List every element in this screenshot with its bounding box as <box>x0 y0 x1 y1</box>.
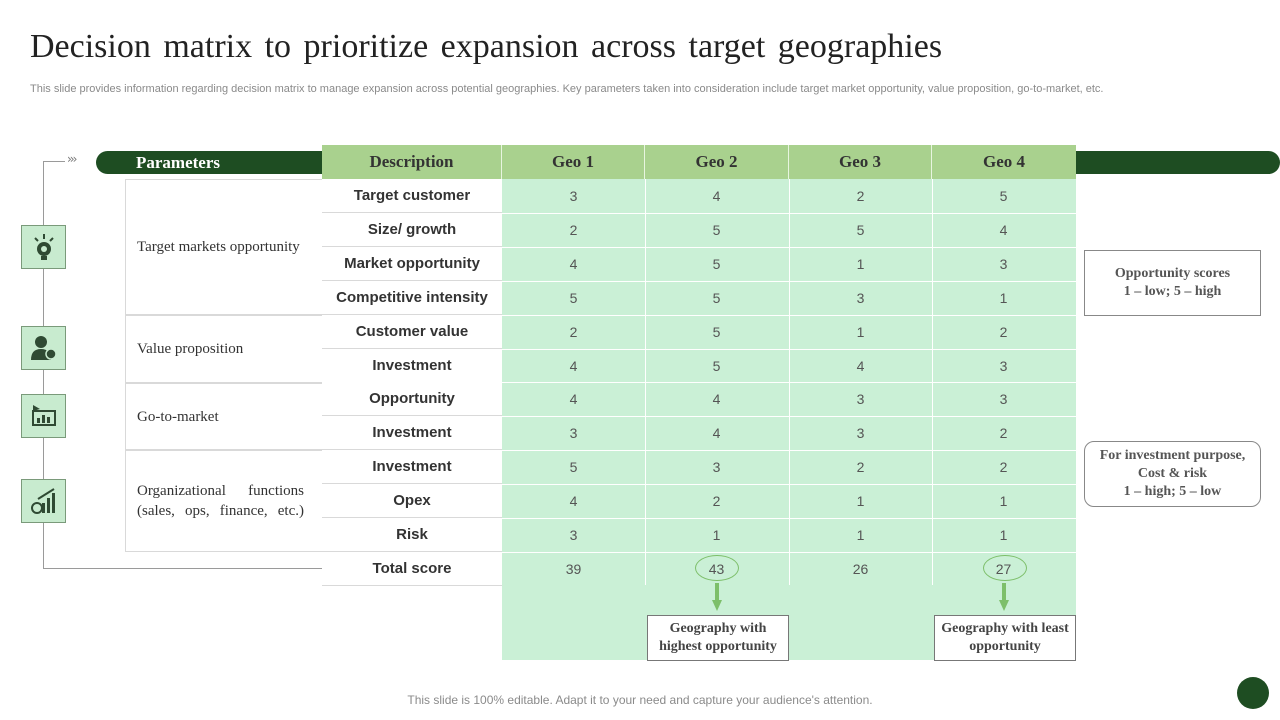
total-score-cell: 39 <box>565 561 582 577</box>
score-cell: 3 <box>856 290 865 306</box>
score-cell: 1 <box>712 527 721 543</box>
parameter-label: Target markets opportunity <box>137 239 300 255</box>
geo-header: Geo 3 <box>789 145 932 179</box>
total-score-label: Total score <box>322 552 502 586</box>
score-cell: 5 <box>712 324 721 340</box>
score-cell: 4 <box>569 391 578 407</box>
description-cell: Market opportunity <box>322 247 502 281</box>
note-line: 1 – high; 5 – low <box>1123 484 1222 499</box>
parameter-target-markets <box>125 179 322 315</box>
score-cell: 1 <box>999 493 1008 509</box>
score-cell: 5 <box>712 222 721 238</box>
score-cell: 4 <box>712 391 721 407</box>
score-cell: 4 <box>712 188 721 204</box>
description-cell: Opex <box>322 484 502 518</box>
column-divider <box>932 179 933 585</box>
value-proposition-icon <box>21 326 66 370</box>
target-markets-icon <box>21 225 66 269</box>
total-score-cell: 43 <box>708 561 725 577</box>
arrow-down-icon <box>999 583 1009 611</box>
description-cell: Target customer <box>322 179 502 213</box>
score-cell: 2 <box>569 222 578 238</box>
description-cell: Risk <box>322 518 502 552</box>
description-cell: Investment <box>322 416 502 450</box>
corner-decoration <box>1237 677 1269 709</box>
organizational-functions-icon <box>21 479 66 523</box>
note-line: Opportunity scores <box>1114 266 1231 281</box>
description-cell: Size/ growth <box>322 213 502 247</box>
score-cell: 1 <box>856 256 865 272</box>
parameter-label: Value proposition <box>137 341 244 357</box>
score-cell: 2 <box>856 459 865 475</box>
investment-note <box>1084 441 1261 507</box>
score-cell: 3 <box>856 391 865 407</box>
note-line: Cost & risk <box>1137 466 1208 481</box>
parameter-label: Organizational functions (sales, ops, finance, etc.) <box>137 483 304 519</box>
score-cell: 4 <box>569 358 578 374</box>
geo-header: Geo 4 <box>982 152 1026 171</box>
geo-header: Geo 2 <box>645 145 789 179</box>
score-cell: 5 <box>712 358 721 374</box>
description-cell: Investment <box>322 349 502 383</box>
chevrons-right-icon: ››› <box>67 152 76 166</box>
score-cell: 5 <box>712 256 721 272</box>
connector-line <box>43 568 322 569</box>
note-line: For investment purpose, <box>1099 448 1246 463</box>
description-header: Description <box>322 145 502 179</box>
score-cell: 2 <box>999 324 1008 340</box>
score-cell: 1 <box>999 290 1008 306</box>
score-cell: 4 <box>569 493 578 509</box>
score-cell: 2 <box>999 425 1008 441</box>
score-cell: 1 <box>856 324 865 340</box>
score-cell: 2 <box>856 188 865 204</box>
score-cell: 3 <box>999 391 1008 407</box>
score-cell: 1 <box>856 527 865 543</box>
score-cell: 3 <box>569 188 578 204</box>
description-cell: Investment <box>322 450 502 484</box>
go-to-market-icon <box>21 394 66 438</box>
lowest-score-circle <box>983 555 1027 581</box>
opportunity-scores-note <box>1084 250 1261 316</box>
score-cell: 3 <box>569 425 578 441</box>
total-score-cell: 26 <box>852 561 869 577</box>
score-cell: 4 <box>712 425 721 441</box>
highest-score-circle <box>695 555 739 581</box>
score-cell: 3 <box>999 256 1008 272</box>
footer-note: This slide is 100% editable. Adapt it to your need and capture your audience's attention. <box>407 693 873 707</box>
score-cell: 1 <box>856 493 865 509</box>
score-cell: 5 <box>999 188 1008 204</box>
page-subtitle: This slide provides information regarding decision matrix to manage expansion across potential geographies. Key parameters taken into consideration include target market opportunity, value proposition, go-to-market, etc. <box>30 83 1104 95</box>
description-cell: Customer value <box>322 315 502 349</box>
geo-header: Geo 1 <box>502 145 645 179</box>
score-cell: 2 <box>999 459 1008 475</box>
score-cell: 4 <box>856 358 865 374</box>
description-cell: Competitive intensity <box>322 281 502 315</box>
column-divider <box>789 179 790 585</box>
description-cell: Opportunity <box>322 382 502 416</box>
score-cell: 3 <box>999 358 1008 374</box>
highest-opportunity-callout: Geography with highest opportunity <box>647 615 789 661</box>
column-divider <box>645 179 646 585</box>
arrow-down-icon <box>712 583 722 611</box>
note-line: 1 – low; 5 – high <box>1123 284 1222 299</box>
parameter-value-proposition <box>125 315 322 383</box>
score-cell: 3 <box>856 425 865 441</box>
score-cell: 4 <box>999 222 1008 238</box>
score-cell: 2 <box>712 493 721 509</box>
score-cell: 4 <box>569 256 578 272</box>
parameter-label: Go-to-market <box>137 408 219 425</box>
score-cell: 5 <box>569 459 578 475</box>
score-cell: 3 <box>569 527 578 543</box>
score-cell: 3 <box>712 459 721 475</box>
score-cell: 1 <box>999 527 1008 543</box>
score-cell: 5 <box>856 222 865 238</box>
connector-line <box>43 161 65 162</box>
parameter-go-to-market <box>125 383 322 450</box>
parameters-header: Parameters <box>136 153 221 172</box>
score-cell: 5 <box>569 290 578 306</box>
page-title: Decision matrix to prioritize expansion across target geographies <box>30 28 943 65</box>
score-cell: 2 <box>569 324 578 340</box>
parameter-organizational-functions <box>125 450 322 552</box>
score-cell: 5 <box>712 290 721 306</box>
least-opportunity-callout: Geography with least opportunity <box>934 615 1076 661</box>
total-score-cell: 27 <box>995 561 1012 577</box>
